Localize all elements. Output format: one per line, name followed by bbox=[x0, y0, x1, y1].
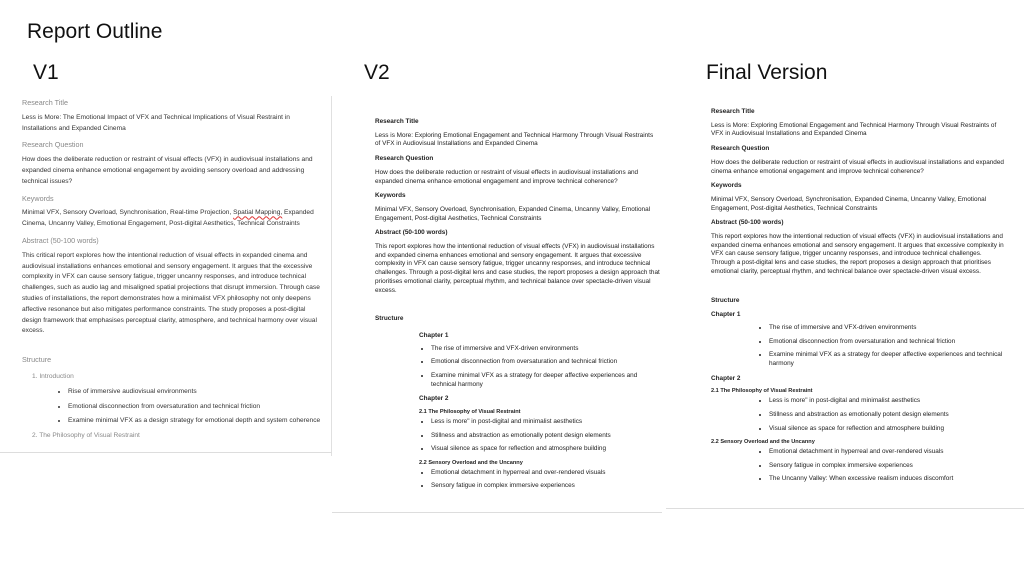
v2-keywords-heading: Keywords bbox=[375, 192, 406, 200]
v2-structure bbox=[375, 332, 660, 491]
v1-abstract: This critical report explores how the intentional reduction of visual effects in expanded cinema and audiovisual installations enhances emotional and sensory engagement. It argues that the excessive complexity in VFX can cause sensory fatigue, trigger uncanny responses, and introduce technical challenges, such as audio lag and misaligned spatial projections that disrupt immersion. Through case studies of installations, the report demonstrates how a minimalist VFX philosophy not only deepens affective resonance but also mitigates performance constraints. The study proposes a post-digital design framework that emphasises perceptual clarity, atmosphere, and technical harmony over visual excess. bbox=[22, 251, 320, 335]
list-item: • Examine minimal VFX as a design strategy for emotional depth and system coherence bbox=[68, 416, 322, 427]
v1-keywords-heading: Keywords bbox=[22, 193, 54, 203]
v2-section-2-1-list bbox=[419, 418, 660, 454]
v2-research-question-heading: Research Question bbox=[375, 155, 434, 163]
list-item: • Emotional disconnection from oversaturation and technical friction bbox=[769, 338, 1006, 347]
v2-abstract: This report explores how the intentional reduction of visual effects (VFX) in audiovisual installations and expanded cinema enhances emotional and sensory engagement. It argues that excessive complexity in VFX can cause sensory fatigue, trigger uncanny responses, and introduce technical challenges. Through a post-digital lens and case studies, the report proposes a design approach that prioritises emotional clarity, perceptual rhythm, and technical balance over spectacle-driven visual excess. bbox=[375, 243, 660, 294]
list-item: • Sensory fatigue in complex immersive experiences bbox=[769, 462, 1006, 471]
v2-structure-heading: Structure bbox=[375, 315, 404, 323]
list-item: • Examine minimal VFX as a strategy for deeper affective experiences and technical harmony bbox=[769, 351, 1006, 368]
v2-section-2-1: 2.1 The Philosophy of Visual Restraint bbox=[419, 409, 521, 416]
final-research-title-heading: Research Title bbox=[711, 108, 755, 115]
v1-research-title: Less is More: The Emotional Impact of VFX and Technical Implications of Visual Restraint in Installations and Expanded Cinema bbox=[22, 113, 290, 132]
v2-section-2-2-list bbox=[419, 469, 660, 491]
list-item: • Emotional disconnection from oversaturation and technical friction bbox=[431, 358, 660, 367]
list-item: • Rise of immersive audiovisual environments bbox=[68, 387, 322, 398]
list-item: • Stillness and abstraction as emotionally potent design elements bbox=[769, 411, 1006, 420]
v1-keywords-part-a: Minimal VFX, Sensory Overload, Synchronisation, Real-time Projection, bbox=[22, 209, 234, 217]
final-chapter-1-list bbox=[711, 324, 1006, 369]
page-title: Report Outline bbox=[27, 20, 163, 43]
list-item: • Emotional detachment in hyperreal and over-rendered visuals bbox=[431, 469, 660, 478]
column-title-v2: V2 bbox=[364, 61, 390, 84]
list-item: • Emotional disconnection from oversaturation and technical friction bbox=[68, 402, 322, 413]
v1-item-1-list bbox=[22, 387, 322, 427]
column-title-v1: V1 bbox=[33, 61, 59, 84]
v1-structure-heading: Structure bbox=[22, 355, 52, 365]
final-keywords-heading: Keywords bbox=[711, 182, 742, 190]
v1-research-title-heading: Research Title bbox=[22, 98, 68, 107]
final-section-2-2-list bbox=[711, 448, 1006, 484]
final-research-question: How does the deliberate reduction or restraint of visual effects in audiovisual installations and expanded cinema enhance emotional engagement and improve technical coherence? bbox=[711, 158, 1004, 175]
v2-keywords: Minimal VFX, Sensory Overload, Synchronisation, Expanded Cinema, Uncanny Valley, Emotional Engagement, Post-digital Aesthetics, Technical Constraints bbox=[375, 205, 651, 222]
v1-abstract-heading: Abstract (50-100 words) bbox=[22, 235, 99, 245]
list-item: • Emotional detachment in hyperreal and over-rendered visuals bbox=[769, 448, 1006, 457]
v1-research-question: How does the deliberate reduction or restraint of visual effects (VFX) in audiovisual installations and expanded cinema enhance emotional engagement by avoiding sensory overload and addressing technical issues? bbox=[22, 156, 313, 185]
list-item: • Examine minimal VFX as a strategy for deeper affective experiences and technical harmony bbox=[431, 372, 660, 389]
list-item: • Visual silence as space for reflection and atmosphere building bbox=[769, 425, 1006, 434]
final-section-2-1-list bbox=[711, 397, 1006, 433]
v1-keywords-part-b: Expanded Cinema, Uncanny Valley, Emotional Engagement, Post-digital Aesthetics, Technical Constraints bbox=[22, 209, 314, 228]
v2-chapter-2: Chapter 2 bbox=[419, 395, 449, 403]
v1-document bbox=[22, 98, 322, 518]
list-item: • Visual silence as space for reflection and atmosphere building bbox=[431, 445, 660, 454]
v1-keywords bbox=[22, 208, 322, 230]
v1-item-1: 1. Introduction bbox=[32, 372, 74, 380]
final-chapter-1: Chapter 1 bbox=[711, 311, 741, 319]
list-item: • Less is more" in post-digital and minimalist aesthetics bbox=[769, 397, 1006, 406]
final-section-2-1: 2.1 The Philosophy of Visual Restraint bbox=[711, 388, 813, 395]
final-structure-heading: Structure bbox=[711, 296, 740, 304]
v2-section-2-2: 2.2 Sensory Overload and the Uncanny bbox=[419, 459, 523, 466]
v1-keywords-spellcheck: Spatial Mapping, bbox=[233, 209, 283, 217]
list-item: • The Uncanny Valley: When excessive realism induces discomfort bbox=[769, 475, 1006, 484]
final-abstract: This report explores how the intentional reduction of visual effects (VFX) in audiovisual installations and expanded cinema enhances emotional and sensory engagement. It argues that excessive complexity in VFX can cause sensory fatigue, trigger uncanny responses, and introduce technical challenges. Through a post-digital lens and case studies, the report proposes a design approach that prioritises emotional clarity, perceptual rhythm, and technical balance over spectacle-driven visual excess. bbox=[711, 233, 1004, 275]
final-keywords: Minimal VFX, Sensory Overload, Synchronisation, Expanded Cinema, Uncanny Valley, Emotional Engagement, Post-digital Aesthetics, Technical Constraints bbox=[711, 195, 987, 212]
v2-research-title: Less is More: Exploring Emotional Engagement and Technical Harmony Through Visual Restraints of VFX in Audiovisual Installations and Expanded Cinema bbox=[375, 131, 654, 148]
final-section-2-2: 2.2 Sensory Overload and the Uncanny bbox=[711, 439, 815, 446]
v2-chapter-1-list bbox=[419, 345, 660, 390]
list-item: • Less is more" in post-digital and minimalist aesthetics bbox=[431, 418, 660, 427]
list-item: • The rise of immersive and VFX-driven environments bbox=[431, 345, 660, 354]
final-research-question-heading: Research Question bbox=[711, 145, 770, 153]
final-abstract-heading: Abstract (50-100 words) bbox=[711, 219, 784, 227]
v2-abstract-heading: Abstract (50-100 words) bbox=[375, 229, 448, 237]
list-item: • Stillness and abstraction as emotionally potent design elements bbox=[431, 432, 660, 441]
column-title-final: Final Version bbox=[706, 61, 828, 84]
v1-item-2: 2. The Philosophy of Visual Restraint bbox=[32, 432, 140, 440]
v2-document bbox=[375, 118, 660, 514]
v1-research-question-heading: Research Question bbox=[22, 140, 84, 150]
v2-research-title-heading: Research Title bbox=[375, 118, 419, 125]
final-chapter-2: Chapter 2 bbox=[711, 374, 741, 382]
v2-research-question: How does the deliberate reduction or restraint of visual effects in audiovisual installations and expanded cinema enhance emotional engagement and improve technical coherence? bbox=[375, 168, 639, 185]
v2-chapter-1: Chapter 1 bbox=[419, 331, 449, 339]
final-document bbox=[711, 108, 1006, 514]
final-research-title: Less is More: Exploring Emotional Engagement and Technical Harmony Through Visual Restraints of VFX in Audiovisual Installations and Expanded Cinema bbox=[711, 121, 997, 138]
list-item: • Sensory fatigue in complex immersive experiences bbox=[431, 482, 660, 491]
list-item: • The rise of immersive and VFX-driven environments bbox=[769, 324, 1006, 333]
v1-page-edge bbox=[331, 96, 332, 456]
